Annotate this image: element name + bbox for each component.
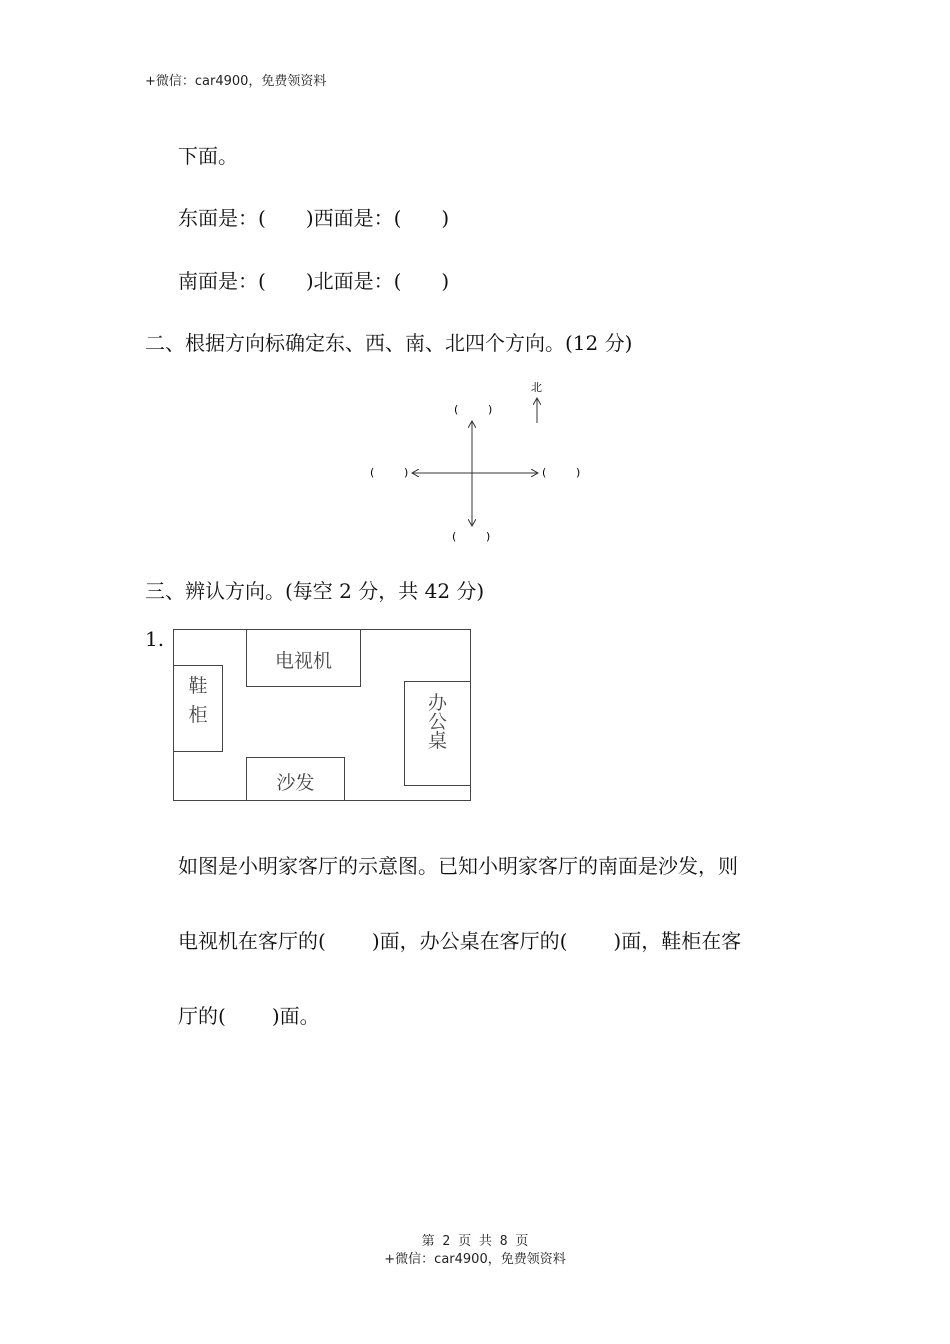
top-paren-open: ( [454, 403, 459, 416]
question1-line1: 如图是小明家客厅的示意图。已知小明家客厅的南面是沙发，则 [178, 854, 738, 878]
section3-title: 三、辨认方向。(每空 2 分，共 42 分) [145, 579, 485, 603]
shoe-cabinet-label-1: 鞋 [188, 675, 208, 697]
desk-label-3: 桌 [427, 730, 447, 752]
right-paren-open: ( [542, 466, 547, 479]
shoe-question-end: )面。 [271, 1004, 320, 1028]
left-paren-close: ) [404, 466, 409, 479]
section1-tail: 下面。 [178, 144, 238, 168]
page-number: 第 2 页 共 8 页 [421, 1234, 529, 1249]
desk-box [404, 681, 471, 786]
bottom-paren-close: ) [486, 530, 491, 543]
left-paren-open: ( [370, 466, 375, 479]
tv-question-text: 电视机在客厅的( [178, 929, 326, 953]
sofa-box [246, 757, 345, 801]
east-label: 东面是：( [178, 206, 266, 230]
question1-number: 1. [145, 627, 165, 651]
footer-note: +微信：car4900，免费领资料 [384, 1252, 566, 1267]
south-label: 南面是：( [178, 269, 266, 293]
south-north-line [178, 265, 449, 294]
question1-line2 [178, 925, 741, 954]
desk-question-text: )面，办公桌在客厅的( [371, 929, 568, 953]
tv-label: 电视机 [274, 650, 332, 672]
north-end: ) [441, 269, 450, 293]
west-end: ) [441, 206, 450, 230]
tv-box [246, 629, 361, 687]
north-label-text: )北面是：( [305, 269, 402, 293]
header-note: +微信：car4900，免费领资料 [145, 74, 327, 89]
east-west-line [178, 202, 449, 231]
living-room-diagram [173, 629, 473, 801]
shoe-cabinet-box [173, 665, 223, 752]
north-indicator-label: 北 [531, 381, 542, 394]
west-label: )西面是：( [305, 206, 402, 230]
right-paren-close: ) [576, 466, 581, 479]
sofa-label: 沙发 [276, 772, 315, 794]
shoe-question-text: )面，鞋柜在客 [613, 929, 742, 953]
shoe-cabinet-label-2: 柜 [188, 704, 208, 726]
question1-line3 [178, 1000, 320, 1029]
shoe-question-text-2: 厅的( [178, 1004, 226, 1028]
bottom-paren-open: ( [452, 530, 457, 543]
desk-label-2: 公 [427, 711, 447, 733]
top-paren-close: ) [488, 403, 493, 416]
desk-label-1: 办 [427, 692, 447, 714]
compass-diagram [360, 375, 600, 555]
section2-title: 二、根据方向标确定东、西、南、北四个方向。(12 分) [145, 331, 633, 355]
